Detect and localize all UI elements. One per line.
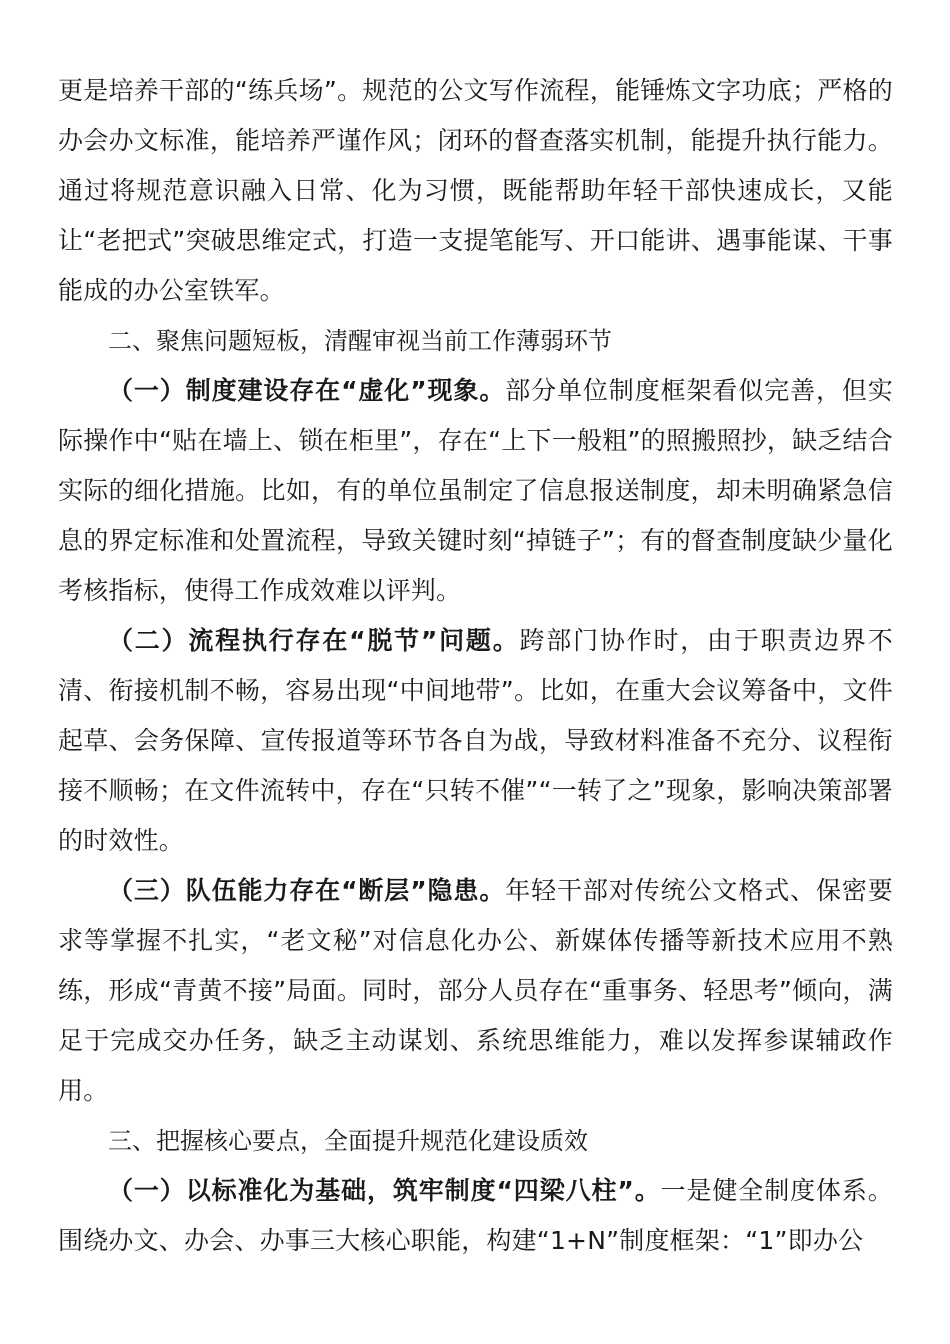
document-page	[58, 66, 893, 1266]
section-2-item-1-title: （一）制度建设存在“虚化”现象。	[108, 376, 506, 405]
section-3-item-1-body: 一是健全制度体系。围绕办文、办会、办事三大核心职能，构建“1+N”制度框架：“1”即办公	[58, 1176, 893, 1255]
section-2-item-1-body: 部分单位制度框架看似完善，但实际操作中“贴在墙上、锁在柜里”，存在“上下一般粗”的照搬照抄，缺乏结合实际的细化措施。比如，有的单位虽制定了信息报送制度，却未明确紧急信息的界定标准和处置流程，导致关键时刻“掉链子”；有的督查制度缺少量化考核指标，使得工作成效难以评判。	[58, 376, 893, 605]
section-2-item-3-title: （三）队伍能力存在“断层”隐患。	[108, 876, 506, 905]
section-2-item-3	[58, 866, 893, 1116]
section-3-item-1	[58, 1166, 893, 1266]
section-2-item-2-title: （二）流程执行存在“脱节”问题。	[108, 626, 520, 655]
intro-paragraph: 更是培养干部的“练兵场”。规范的公文写作流程，能锤炼文字功底；严格的办会办文标准，能培养严谨作风；闭环的督查落实机制，能提升执行能力。通过将规范意识融入日常、化为习惯，既能帮助年轻干部快速成长，又能让“老把式”突破思维定式，打造一支提笔能写、开口能讲、遇事能谋、干事能成的办公室铁军。	[58, 76, 893, 305]
section-2-item-2	[58, 616, 893, 866]
section-2-item-3-body: 年轻干部对传统公文格式、保密要求等掌握不扎实，“老文秘”对信息化办公、新媒体传播等新技术应用不熟练，形成“青黄不接”局面。同时，部分人员存在“重事务、轻思考”倾向，满足于完成交办任务，缺乏主动谋划、系统思维能力，难以发挥参谋辅政作用。	[58, 876, 893, 1105]
section-3-heading: 三、把握核心要点，全面提升规范化建设质效	[108, 1127, 588, 1155]
section-3-item-1-title: （一）以标准化为基础，筑牢制度“四梁八柱”。	[108, 1176, 661, 1205]
section-2-item-1	[58, 366, 893, 616]
section-2-heading: 二、聚焦问题短板，清醒审视当前工作薄弱环节	[108, 327, 612, 355]
section-2-item-2-body: 跨部门协作时，由于职责边界不清、衔接机制不畅，容易出现“中间地带”。比如，在重大会议筹备中，文件起草、会务保障、宣传报道等环节各自为战，导致材料准备不充分、议程衔接不顺畅；在文件流转中，存在“只转不催”“一转了之”现象，影响决策部署的时效性。	[58, 626, 893, 855]
